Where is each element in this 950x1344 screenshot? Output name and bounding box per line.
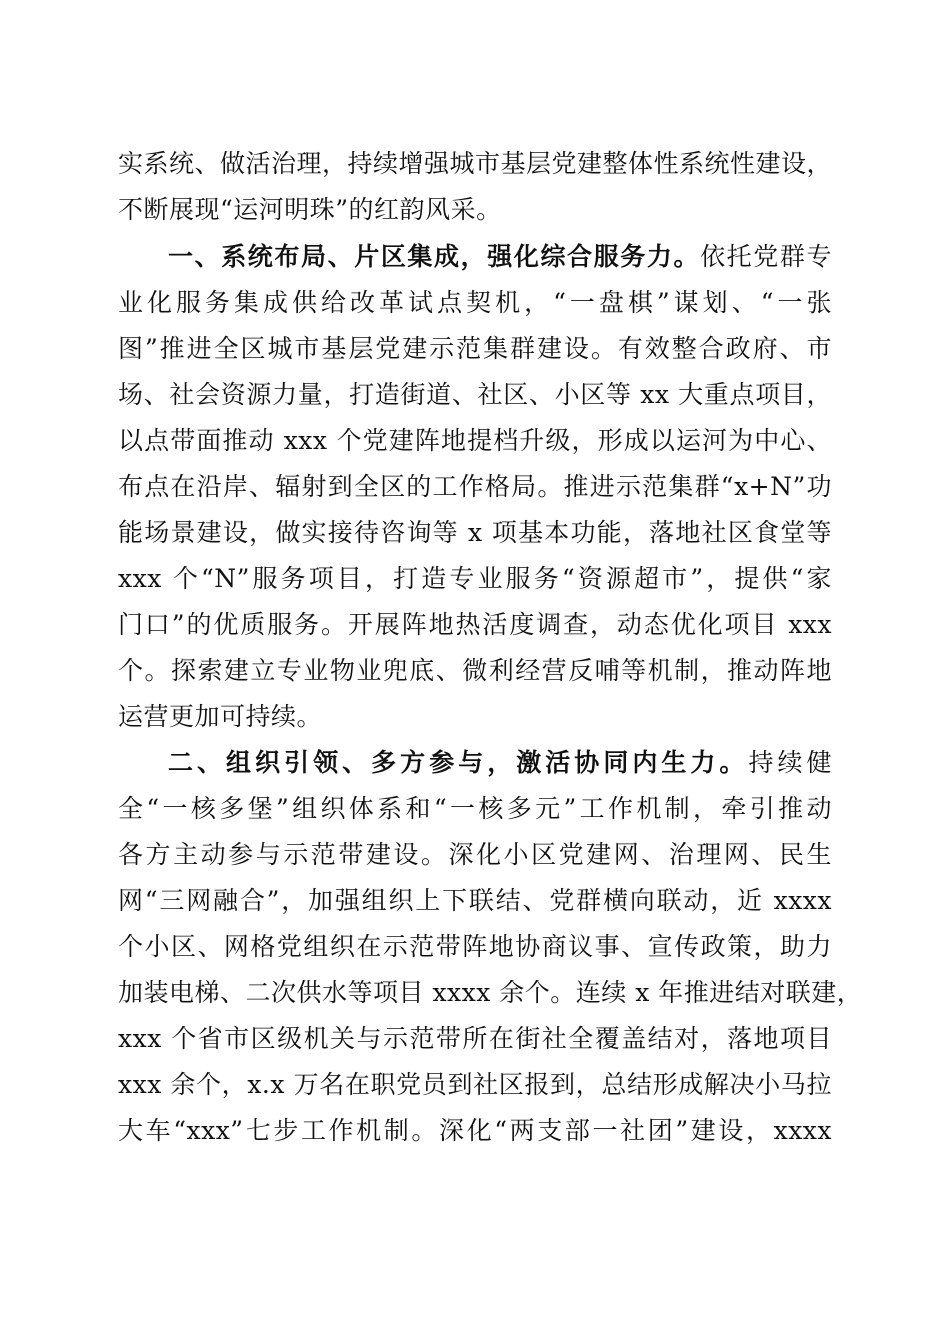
text-line: 加装电梯、二次供水等项目 xxxx 余个。连续 x 年推进结对联建， <box>118 978 863 1007</box>
text-line: 不断展现“运河明珠”的红韵风采。 <box>118 195 502 224</box>
section-1-first-line <box>168 234 832 280</box>
text-line: 能场景建设，做实接待咨询等 x 项基本功能，落地社区食堂等 <box>118 518 832 547</box>
text-line: 图”推进全区城市基层党建示范集群建设。有效整合政府、市 <box>118 334 832 363</box>
section-1-heading: 一、系统布局、片区集成，强化综合服务力。 <box>168 242 701 271</box>
section-2-heading: 二、组织引领、多方参与，激活协同内生力。 <box>168 748 749 777</box>
text-line: xxx 个省市区级机关与示范带所在街社全覆盖结对，落地项目 <box>118 1024 832 1053</box>
text-line: 业化服务集成供给改革试点契机，“一盘棋”谋划、“一张 <box>118 288 832 317</box>
section-1-first-line-rest: 依托党群专 <box>700 242 832 271</box>
text-line: 布点在沿岸、辐射到全区的工作格局。推进示范集群“x+N”功 <box>118 472 832 501</box>
text-line: 全“一核多堡”组织体系和“一核多元”工作机制，牵引推动 <box>118 794 832 823</box>
text-line: 个小区、网格党组织在示范带阵地协商议事、宣传政策，助力 <box>118 932 832 961</box>
text-line: 场、社会资源力量，打造街道、社区、小区等 xx 大重点项目， <box>118 380 832 409</box>
text-line: 运营更加可持续。 <box>118 702 323 731</box>
text-line: 以点带面推动 xxx 个党建阵地提档升级，形成以运河为中心、 <box>118 426 832 455</box>
text-line: 个。探索建立专业物业兜底、微利经营反哺等机制，推动阵地 <box>118 656 832 685</box>
text-line: 实系统、做活治理，持续增强城市基层党建整体性系统性建设， <box>118 149 833 178</box>
text-line: xxx 个“N”服务项目，打造专业服务“资源超市”，提供“家 <box>118 564 832 593</box>
text-line: 网“三网融合”，加强组织上下联结、党群横向联动，近 xxxx <box>118 886 832 915</box>
text-line: 门口”的优质服务。开展阵地热活度调查，动态优化项目 xxx <box>118 610 832 639</box>
text-line: 大车“xxx”七步工作机制。深化“两支部一社团”建设，xxxx <box>118 1116 832 1145</box>
section-2-first-line <box>168 740 832 786</box>
section-2-first-line-rest: 持续健 <box>748 748 832 777</box>
text-line: xxx 余个，x.x 万名在职党员到社区报到，总结形成解决小马拉 <box>118 1070 832 1099</box>
text-line: 各方主动参与示范带建设。深化小区党建网、治理网、民生 <box>118 840 832 869</box>
